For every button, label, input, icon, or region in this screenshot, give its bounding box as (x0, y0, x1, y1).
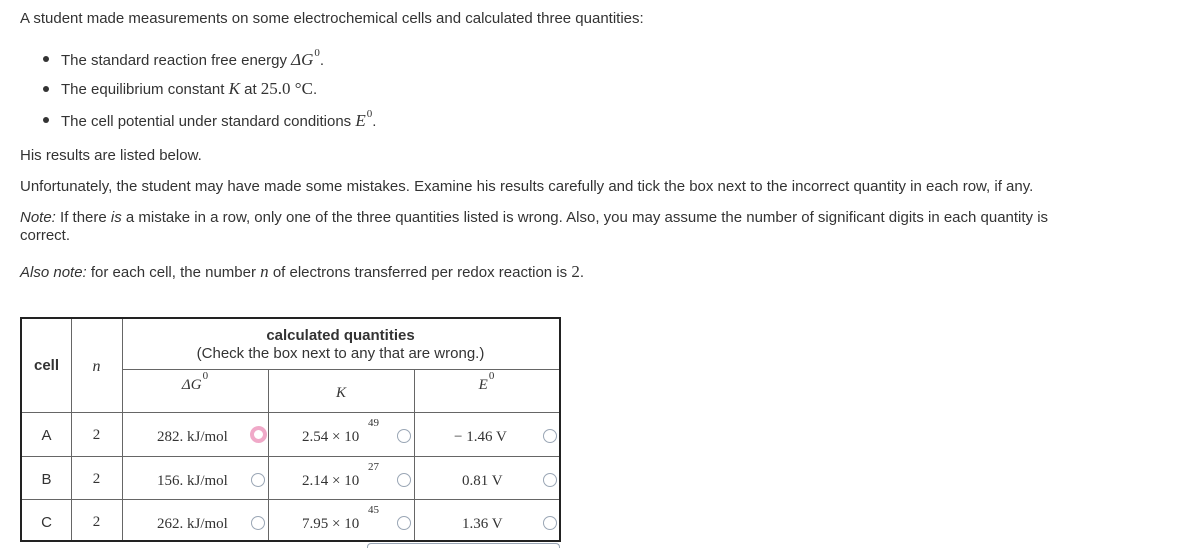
cut-off-panel-edge (367, 543, 560, 548)
row-b-n: 2 (92, 471, 101, 487)
row-a-e: − 1.46 V (454, 429, 507, 445)
note-text-line2: correct. (20, 227, 71, 244)
row-a-k: 2.54 × 10 (302, 429, 360, 445)
bullet-cell-potential: The cell potential under standard conditions $E^0$. (61, 108, 377, 130)
bullet-equilibrium: The equilibrium constant K at 25.0 °C. (61, 79, 318, 98)
bullet-dot (43, 86, 49, 92)
results-line: His results are listed below. (20, 147, 202, 164)
row-a-delta-g: 282. kJ/mol (157, 429, 228, 445)
row-b-cell: B (41, 471, 52, 488)
row-c-e: 1.36 V (462, 516, 503, 532)
header-delta-g: $\Delta G^0$ (181, 370, 209, 393)
bullet-dot (43, 117, 49, 123)
note-text: Note: If there is a mistake in a row, only one of the three quantities listed is wrong. Also, you may assume the number of significant digits in each quantity is (20, 209, 1049, 226)
row-c-n: 2 (92, 514, 101, 530)
row-c-cell: C (41, 514, 52, 531)
row-a-delta-g-checkbox[interactable] (250, 426, 267, 443)
header-e: $E^0$ (478, 370, 495, 393)
results-table (20, 317, 561, 542)
bullet-free-energy: The standard reaction free energy $\Delta G^0$. (61, 47, 325, 69)
row-a-k-exponent: 49 (368, 417, 379, 429)
row-a-e-checkbox[interactable] (543, 429, 557, 443)
header-title: calculated quantities (266, 327, 415, 344)
row-b-k-exponent: 27 (368, 461, 379, 473)
also-note-text: Also note: for each cell, the number n of electrons transferred per redox reaction is 2. (20, 262, 584, 281)
header-cell: cell (33, 357, 60, 374)
header-n: n (92, 358, 101, 375)
row-b-delta-g: 156. kJ/mol (157, 473, 228, 489)
row-a-n: 2 (92, 427, 101, 443)
instruction-text: Unfortunately, the student may have made some mistakes. Examine his results carefully and tick the box next to the incorrect quantity in each row, if any. (20, 178, 1034, 195)
row-c-e-checkbox[interactable] (543, 516, 557, 530)
row-a-k-checkbox[interactable] (397, 429, 411, 443)
row-c-k: 7.95 × 10 (302, 516, 360, 532)
row-c-k-exponent: 45 (368, 504, 379, 516)
row-b-k: 2.14 × 10 (302, 473, 360, 489)
row-b-delta-g-checkbox[interactable] (251, 473, 265, 487)
row-b-e-checkbox[interactable] (543, 473, 557, 487)
row-b-k-checkbox[interactable] (397, 473, 411, 487)
header-subtitle: (Check the box next to any that are wrong.) (196, 345, 485, 362)
row-c-k-checkbox[interactable] (397, 516, 411, 530)
header-k: K (335, 385, 346, 401)
bullet-dot (43, 56, 49, 62)
row-b-e: 0.81 V (462, 473, 503, 489)
intro-text: A student made measurements on some electrochemical cells and calculated three quantities: (20, 10, 644, 27)
row-a-cell: A (41, 427, 52, 444)
row-c-delta-g: 262. kJ/mol (157, 516, 228, 532)
row-c-delta-g-checkbox[interactable] (251, 516, 265, 530)
